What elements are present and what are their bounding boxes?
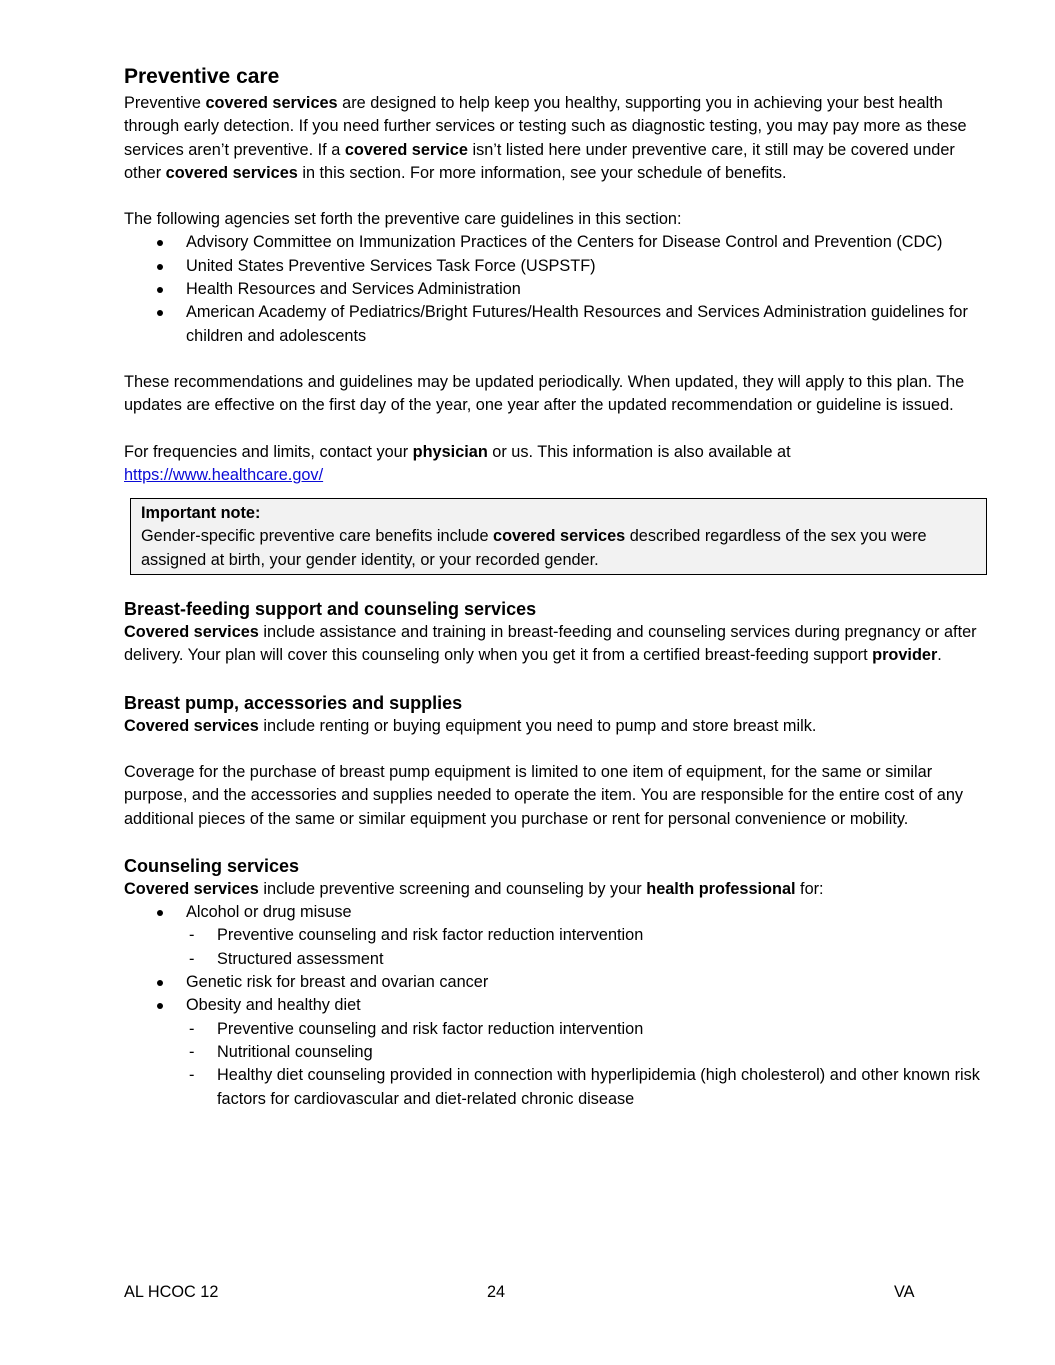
list-item: United States Preventive Services Task Force (USPSTF) <box>124 255 994 278</box>
section-title: Preventive care <box>124 65 280 88</box>
bold-term: health professional <box>646 879 796 898</box>
dash-icon: - <box>189 1066 195 1085</box>
bold-term: covered services <box>493 527 626 546</box>
footer-state: VA <box>894 1283 915 1301</box>
page-footer <box>0 1281 1055 1305</box>
bold-term: provider <box>872 646 938 665</box>
bullet-icon <box>157 1003 163 1009</box>
healthcare-gov-link[interactable]: https://www.healthcare.gov/ <box>124 465 324 484</box>
sub-list-item: - Healthy diet counseling provided in connection with hyperlipidemia (high cholesterol) and other known risk factors for cardiovascular and diet-related chronic disease <box>189 1066 980 1108</box>
bold-term: covered services <box>165 163 298 182</box>
list-item: Alcohol or drug misuse - Preventive counseling and risk factor reduction intervention - Structured assessment <box>124 901 994 971</box>
bullet-icon <box>157 310 163 316</box>
bullet-icon <box>157 980 163 986</box>
breastfeeding-heading: Breast-feeding support and counseling services <box>124 599 537 620</box>
intro-paragraph: Preventive covered services are designed to help keep you healthy, supporting you in achieving your best health through early detection. If you need further services or testing such as diagnostic testing, you may pay more as these services aren’t preventive. If a covered service isn’t listed here under preventive care, it still may be covered under other covered services in this section. For more information, see your schedule of benefits. <box>124 94 967 182</box>
list-item: Genetic risk for breast and ovarian cancer <box>124 971 994 994</box>
important-note-box <box>130 498 987 575</box>
note-body: Gender-specific preventive care benefits include covered services described regardless of the sex you were assigned at birth, your gender identity, or your recorded gender. <box>141 527 927 569</box>
bold-term: Covered services <box>124 879 259 898</box>
frequencies-paragraph: For frequencies and limits, contact your physician or us. This information is also available at https://www.healthcare.gov/ <box>124 442 791 484</box>
list-item: Health Resources and Services Administration <box>124 278 994 301</box>
agencies-intro: The following agencies set forth the preventive care guidelines in this section: <box>124 210 682 229</box>
sub-list-item: - Preventive counseling and risk factor reduction intervention <box>186 924 994 947</box>
page-number: 24 <box>487 1283 506 1301</box>
dash-icon: - <box>189 949 195 968</box>
note-title: Important note: <box>141 504 261 523</box>
list-item: Advisory Committee on Immunization Practices of the Centers for Disease Control and Prevention (CDC) <box>124 231 994 254</box>
dash-icon: - <box>189 1019 195 1038</box>
counseling-body: Covered services include preventive screening and counseling by your health professional for: <box>124 879 824 898</box>
breast-pump-coverage: Coverage for the purchase of breast pump equipment is limited to one item of equipment, for the same or similar purpose, and the accessories and supplies needed to operate the item. You are responsible for the entire cost of any additional pieces of the same or similar equipment you purchase or rent for personal convenience or mobility. <box>124 762 964 828</box>
breastfeeding-body: Covered services include assistance and training in breast-feeding and counseling services during pregnancy or after delivery. Your plan will cover this counseling only when you get it from a certified breast-feeding support provider. <box>124 623 977 665</box>
list-item: American Academy of Pediatrics/Bright Futures/Health Resources and Services Administration guidelines for children and adolescents <box>124 301 994 348</box>
bullet-icon <box>157 264 163 270</box>
bold-term: Covered services <box>124 623 259 642</box>
list-item: Obesity and healthy diet - Preventive counseling and risk factor reduction intervention - Nutritional counseling - Healthy diet counseling provided in connection with hyperlipidemia (high cholesterol) and other known risk factors for cardiovascular and diet-related chronic disease <box>124 994 994 1110</box>
bold-term: covered service <box>344 140 468 159</box>
bold-term: covered services <box>205 94 338 112</box>
bullet-icon <box>157 287 163 293</box>
breast-pump-body: Covered services include renting or buying equipment you need to pump and store breast milk. <box>124 716 817 735</box>
sub-list-item: - Structured assessment <box>186 948 994 971</box>
counseling-list <box>124 901 994 1111</box>
sub-list-item: - Nutritional counseling <box>186 1041 994 1064</box>
agencies-list <box>124 231 994 347</box>
bold-term: physician <box>412 442 488 461</box>
dash-icon: - <box>189 1042 195 1061</box>
bullet-icon <box>157 240 163 246</box>
updates-paragraph: These recommendations and guidelines may be updated periodically. When updated, they will apply to this plan. The updates are effective on the first day of the year, one year after the updated recommendation or guideline is issued. <box>124 372 965 415</box>
document-page <box>124 62 994 1111</box>
bullet-icon <box>157 910 163 916</box>
breast-pump-heading: Breast pump, accessories and supplies <box>124 692 463 713</box>
sub-list-item: - Preventive counseling and risk factor reduction intervention <box>186 1018 994 1041</box>
bold-term: Covered services <box>124 716 259 735</box>
dash-icon: - <box>189 926 195 945</box>
footer-doc-code: AL HCOC 12 <box>124 1283 219 1301</box>
sub-list <box>186 1018 994 1111</box>
sub-list <box>186 924 994 971</box>
counseling-heading: Counseling services <box>124 855 300 876</box>
